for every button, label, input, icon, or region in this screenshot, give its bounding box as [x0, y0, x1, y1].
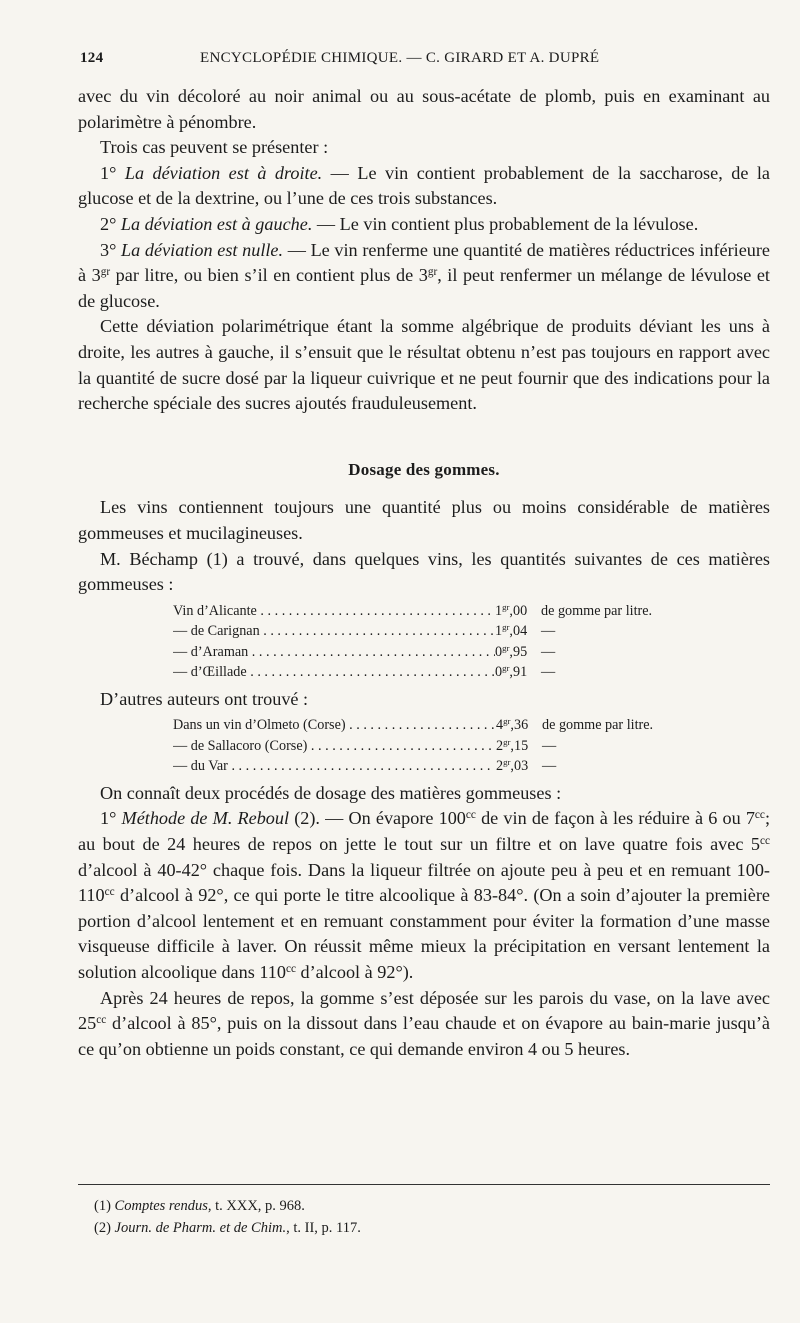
table-other-authors [78, 715, 770, 777]
case-title: La déviation est à droite. [124, 162, 323, 183]
case-null-deviation [78, 238, 770, 315]
case-right-deviation [78, 161, 770, 212]
case-number: 2° [100, 213, 117, 234]
table-row [78, 756, 770, 777]
paragraph-intro: avec du vin décoloré au noir animal ou au sous-acétate de plomb, puis en examinant au polarimètre à pénombre. [78, 86, 770, 132]
table-row [78, 715, 770, 736]
running-title: ENCYCLOPÉDIE CHIMIQUE. — C. GIRARD ET A. DUPRÉ [200, 50, 600, 66]
paragraph-deviation-note: Cette déviation polarimétrique étant la somme algébrique de produits déviant les uns à droite, les autres à gauche, il s’ensuit que le résultat obtenu n’est pas toujours en rapport avec la quantité de sucre dosé par la liqueur cuivrique et ne peut fournir que des indications pour la recherche spéciale des sucres ajoutés frauduleusement. [78, 316, 770, 414]
gum-value: $0^{gr},95$ [495, 642, 528, 660]
wine-label: Vin d’Alicante . . . [173, 601, 495, 622]
gum-value: $1^{gr},04$ [495, 622, 528, 640]
wine-label: Dans un vin d’Olmeto (Corse) . . . [173, 715, 496, 736]
page-body [78, 84, 770, 1062]
page-number: 124 [80, 50, 104, 66]
gum-value: $2^{gr},03$ [496, 757, 529, 775]
footnote-rule [78, 1184, 770, 1185]
paragraph-other-authors: D’autres auteurs ont trouvé : [100, 688, 309, 709]
case-title: La déviation est à gauche. [120, 213, 313, 234]
gum-value: $0^{gr},91$ [495, 663, 528, 681]
paragraph-two-methods: On connaît deux procédés de dosage des matières gommeuses : [100, 782, 562, 803]
method-number: 1° [100, 808, 117, 829]
wine-label: — du Var . . . [173, 756, 496, 777]
footnotes [94, 1195, 770, 1239]
unit-note: de gomme par litre. [541, 602, 653, 619]
running-header [80, 50, 750, 72]
case-title: La déviation est nulle. [121, 239, 284, 260]
case-text: — Le vin contient probablement de la saccharose, de la glucose et de la dextrine, ou l’une de ces trois substances. [78, 162, 770, 209]
footnote-ref: (2). [289, 808, 320, 829]
footnote-1: (1) Comptes rendus, t. XXX, p. 968. [94, 1198, 305, 1214]
wine-label: — de Sallacoro (Corse) . . . [173, 736, 496, 757]
ditto-mark: — [541, 643, 556, 660]
wine-label: — de Carignan . . . [173, 621, 495, 642]
wine-label: — d’Œillade . . . [173, 662, 495, 683]
case-number: 3° [100, 239, 117, 260]
case-text: — Le vin renferme une quantité de matières réductrices inférieure à 3 [78, 239, 770, 286]
unit-sup: gr [100, 265, 111, 278]
case-text: — Le vin contient plus probablement de la lévulose. [312, 213, 699, 234]
table-row [78, 736, 770, 757]
unit-sup: gr [427, 265, 438, 278]
paragraph-after-rest: Après 24 heures de repos, la gomme s’est déposée sur les parois du vase, on la lave avec $25^{cc}$ d’alcool à 85°, puis on la dissout dans l’eau chaude et on évapore au bain-marie jusqu’à ce qu’on obtienne un poids constant, ce qui demande environ 4 ou 5 heures. [78, 987, 770, 1059]
unit-note: de gomme par litre. [542, 717, 654, 734]
gum-value: $4^{gr},36$ [496, 716, 529, 734]
table-row [78, 621, 770, 642]
paragraph-bechamp: M. Béchamp (1) a trouvé, dans quelques vins, les quantités suivantes de ces matières gommeuses : [78, 548, 770, 595]
gum-value: $1^{gr},00$ [495, 601, 528, 619]
footnote-2: (2) Journ. de Pharm. et de Chim., t. II, p. 117. [94, 1220, 361, 1236]
method-title: Méthode de M. Reboul [121, 808, 290, 829]
table-bechamp [78, 601, 770, 683]
paragraph-reboul-method: 1° Méthode de M. Reboul (2). — On évapore $100^{cc}$ de vin de façon à les réduire à 6 ou $7^{cc}$; au bout de 24 heures de repos on jette le tout sur un filtre et on lave quatre fois avec $5^{cc}$ d’alcool à 40-42° chaque fois. Dans la liqueur filtrée on ajoute peu à peu et en remuant $100-110^{cc}$ d’alcool à 92°, ce qui porte le titre alcoolique à 83-84°. (On a soin d’ajouter la première portion d’alcool lentement et en remuant constamment pour éviter la formation d’une masse visqueuse difficile à laver. On réussit même mieux la précipitation en versant lentement la solution alcoolique dans $110^{cc}$ d’alcool à 92°). [78, 808, 770, 982]
case-text: , il peut renfermer un mélange de lévulose et de glucose. [78, 265, 770, 311]
case-number: 1° [100, 162, 117, 183]
paragraph-cases-intro: Trois cas peuvent se présenter : [100, 137, 329, 158]
table-row [78, 642, 770, 663]
paragraph-gums-intro: Les vins contiennent toujours une quantité plus ou moins considérable de matières gommeuses et mucilagineuses. [78, 497, 770, 543]
ditto-mark: — [541, 664, 556, 681]
ditto-mark: — [541, 623, 556, 640]
ditto-mark: — [542, 758, 557, 775]
ditto-mark: — [542, 737, 557, 754]
wine-label: — d’Araman . . . [173, 642, 495, 663]
table-row [78, 601, 770, 622]
case-left-deviation [78, 212, 770, 238]
table-row [78, 662, 770, 683]
section-heading: Dosage des gommes. [348, 459, 500, 479]
gum-value: $2^{gr},15$ [496, 736, 529, 754]
case-text: par litre, ou bien s’il en contient plus de 3 [110, 265, 428, 286]
